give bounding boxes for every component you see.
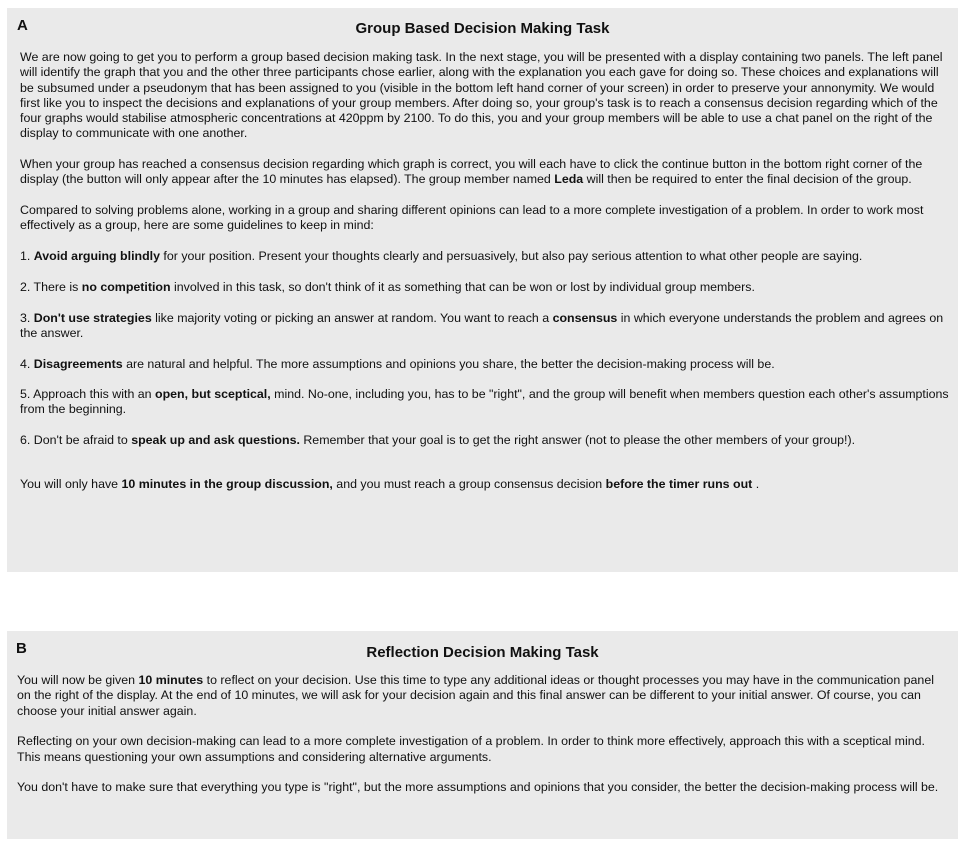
reflection-paragraph-2: Reflecting on your own decision-making can lead to a more complete investigation of a problem. In order to think more effectively, approach this with a sceptical mind. This means questioning your own assumptions and considering alternative arguments. xyxy=(17,734,925,764)
panel-a-title: Group Based Decision Making Task xyxy=(355,20,610,37)
intro-paragraph: We are now going to get you to perform a group based decision making task. In the next stage, you will be presented with a display containing two panels. The left panel will identify the graph that you and the other three participants chose earlier, along with the explanation you each gave for doing so. These choices and explanations will be subsumed under a pseudonym that has been assigned to you (visible in the bottom left hand corner of your screen) in order to preserve your annonymity. We would first like you to inspect the decisions and explanations of your group members. After doing so, your group's task is to reach a consensus decision regarding which of the four graphs would stabilise atmospheric concentrations at 420ppm by 2100. To do this, you and your group members will be able to use a chat panel on the right of the display to communicate with one another. xyxy=(20,50,943,141)
guideline-6: 6. Don't be afraid to speak up and ask questions. Remember that your goal is to get the right answer (not to please the other members of your group!). xyxy=(20,433,856,448)
guidelines-intro: Compared to solving problems alone, working in a group and sharing different opinions can lead to a more complete investigation of a problem. In order to work most effectively as a group, here are some guidelines to keep in mind: xyxy=(20,203,924,233)
reflection-paragraph-3: You don't have to make sure that everything you type is "right", but the more assumptions and opinions that you consider, the better the decision-making process will be. xyxy=(17,780,939,795)
panel-a-letter: A xyxy=(17,17,28,34)
guideline-3: 3. Don't use strategies like majority voting or picking an answer at random. You want to reach a consensus in which everyone understands the problem and agrees on the answer. xyxy=(20,310,944,340)
panel-b-title: Reflection Decision Making Task xyxy=(366,644,599,661)
panel-a xyxy=(7,8,958,572)
member-name: Leda xyxy=(554,172,584,187)
guideline-1: 1. Avoid arguing blindly for your position. Present your thoughts clearly and persuasively, but also pay serious attention to what other people are saying. xyxy=(20,249,863,264)
time-limit-paragraph: You will only have 10 minutes in the group discussion, and you must reach a group consensus decision before the timer runs out . xyxy=(20,477,760,492)
guideline-5: 5. Approach this with an open, but sceptical, mind. No-one, including you, has to be "right", and the group will benefit when members question each other's assumptions from the beginning. xyxy=(20,387,949,417)
guideline-4: 4. Disagreements are natural and helpful. The more assumptions and opinions you share, the better the decision-making process will be. xyxy=(20,356,775,371)
guideline-2: 2. There is no competition involved in this task, so don't think of it as something that can be won or lost by individual group members. xyxy=(20,279,755,294)
consensus-paragraph: When your group has reached a consensus decision regarding which graph is correct, you will each have to click the continue button in the bottom right corner of the display (the button will only appear after the 10 minutes has elapsed). The group member named Leda will then be required to enter the final decision of the group. xyxy=(20,157,923,187)
panel-b xyxy=(7,631,958,839)
panel-b-content xyxy=(17,673,945,811)
reflection-paragraph-1: You will now be given 10 minutes to reflect on your decision. Use this time to type any additional ideas or thought processes you may have in the communication panel on the right of the display. At the end of 10 minutes, we will ask for your decision again and this final answer can be different to your initial answer. Of course, you can choose your initial answer again. xyxy=(17,673,934,718)
panel-b-letter: B xyxy=(16,640,27,657)
panel-a-content xyxy=(20,50,950,508)
